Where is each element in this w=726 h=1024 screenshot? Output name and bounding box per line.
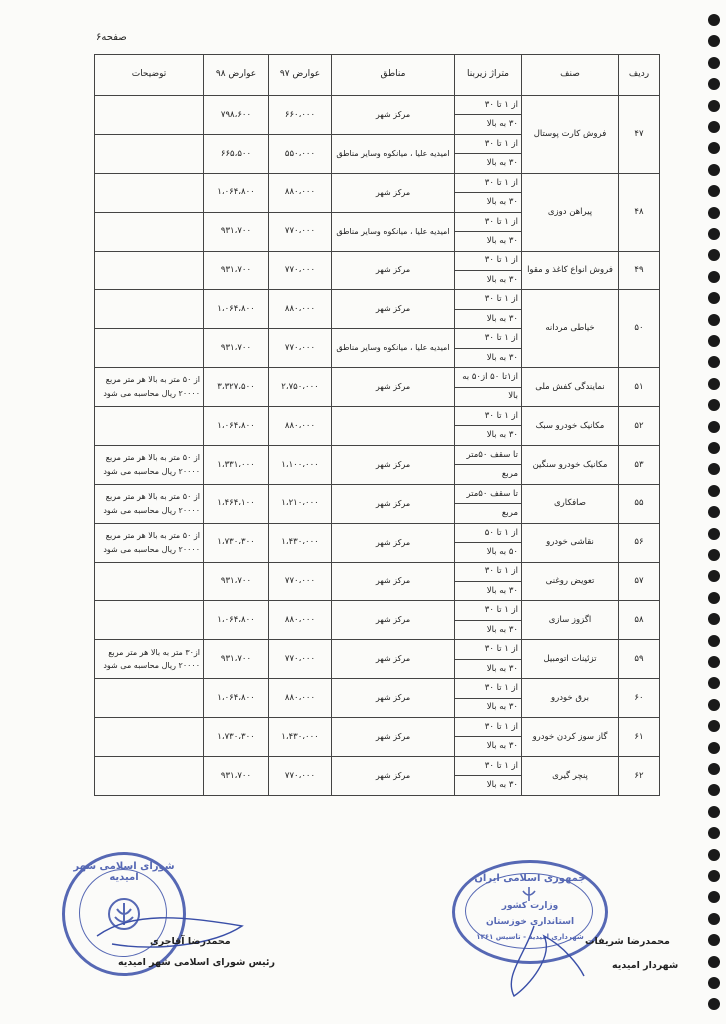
signature-area — [0, 846, 726, 1024]
area-range-lower: از ۱ تا ۳۰ — [455, 251, 522, 270]
binder-hole — [708, 528, 720, 540]
region-name: مرکز شهر — [332, 368, 455, 407]
region-name: مرکز شهر — [332, 756, 455, 795]
category-name: پیراهن دوزی — [522, 173, 619, 251]
binder-hole — [708, 677, 720, 689]
category-name: نمایندگی کفش ملی — [522, 368, 619, 407]
table-body — [95, 96, 660, 796]
binder-hole — [708, 549, 720, 561]
notes-text: از ۵۰ متر به بالا هر متر مربع ۲۰۰۰۰ ریال محاسبه می شود — [95, 368, 204, 407]
notes-text — [95, 756, 204, 795]
fee-98-value: ۱،۴۶۴،۱۰۰ — [204, 484, 269, 523]
binder-hole — [708, 699, 720, 711]
binder-hole — [708, 613, 720, 625]
notes-text — [95, 134, 204, 173]
binder-hole — [708, 485, 720, 497]
area-range-upper: ۳۰ به بالا — [455, 737, 522, 756]
area-range-upper: ۳۰ به بالا — [455, 581, 522, 600]
fee-table — [94, 54, 660, 796]
row-number: ۴۸ — [619, 173, 660, 251]
binder-hole — [708, 271, 720, 283]
fee-98-value: ۱،۰۶۴،۸۰۰ — [204, 173, 269, 212]
binder-hole — [708, 656, 720, 668]
binder-hole — [708, 121, 720, 133]
governorate-stamp-line-4: شهرداری امیدیه - تاسیس ۱۳۶۱ — [476, 933, 584, 941]
binder-hole — [708, 442, 720, 454]
council-head-name: محمدرضا آقاجری — [150, 936, 231, 947]
binder-hole — [708, 249, 720, 261]
binder-hole — [708, 14, 720, 26]
notes-text: از ۵۰ متر به بالا هر متر مربع ۲۰۰۰۰ ریال محاسبه می شود — [95, 484, 204, 523]
area-range-upper: ۳۰ به بالا — [455, 659, 522, 678]
header-fee-97: عوارض ۹۷ — [269, 55, 332, 96]
area-range-lower: تا سقف ۵۰متر — [455, 484, 522, 503]
fee-98-value: ۹۳۱،۷۰۰ — [204, 562, 269, 601]
area-range-lower: از ۱ تا ۳۰ — [455, 134, 522, 153]
fee-98-value: ۱،۳۳۱،۰۰۰ — [204, 445, 269, 484]
binder-hole — [708, 314, 720, 326]
area-range-upper: ۳۰ به بالا — [455, 193, 522, 212]
category-name: خیاطی مردانه — [522, 290, 619, 368]
area-range-lower: از ۱ تا ۳۰ — [455, 173, 522, 192]
fee-98-value: ۱،۰۶۴،۸۰۰ — [204, 679, 269, 718]
area-range-lower: از ۱ تا ۳۰ — [455, 562, 522, 581]
binder-hole — [708, 827, 720, 839]
governorate-stamp-line-1: جمهوری اسلامی ایران — [474, 873, 586, 884]
binder-hole — [708, 806, 720, 818]
row-number: ۵۲ — [619, 407, 660, 446]
fee-98-value: ۱،۷۳۰،۳۰۰ — [204, 718, 269, 757]
area-range-lower: از ۱ تا ۳۰ — [455, 212, 522, 231]
fee-98-value: ۶۶۵،۵۰۰ — [204, 134, 269, 173]
fee-97-value: ۷۷۰،۰۰۰ — [269, 640, 332, 679]
binder-hole — [708, 100, 720, 112]
area-range-upper: ۳۰ به بالا — [455, 776, 522, 796]
area-range-upper: ۳۰ به بالا — [455, 426, 522, 445]
binder-hole — [708, 399, 720, 411]
notes-text — [95, 407, 204, 446]
fee-98-value: ۷۹۸،۶۰۰ — [204, 96, 269, 135]
category-name: گاز سوز کردن خودرو — [522, 718, 619, 757]
notes-text — [95, 718, 204, 757]
fee-98-value: ۹۳۱،۷۰۰ — [204, 640, 269, 679]
binder-hole — [708, 356, 720, 368]
region-name: مرکز شهر — [332, 679, 455, 718]
binder-hole — [708, 784, 720, 796]
fee-97-value: ۸۸۰،۰۰۰ — [269, 679, 332, 718]
area-range-upper: بالا — [455, 387, 522, 406]
region-name: مرکز شهر — [332, 484, 455, 523]
binder-hole — [708, 570, 720, 582]
row-number: ۵۸ — [619, 601, 660, 640]
area-range-upper: ۳۰ به بالا — [455, 620, 522, 639]
notes-text: از ۵۰ متر به بالا هر متر مربع ۲۰۰۰۰ ریال محاسبه می شود — [95, 445, 204, 484]
fee-97-value: ۱،۱۰۰،۰۰۰ — [269, 445, 332, 484]
binder-hole — [708, 378, 720, 390]
table-row — [95, 96, 660, 115]
table-row — [95, 601, 660, 620]
area-range-lower: از ۱ تا ۳۰ — [455, 640, 522, 659]
header-notes: توضیحات — [95, 55, 204, 96]
region-name: مرکز شهر — [332, 251, 455, 290]
row-number: ۵۳ — [619, 445, 660, 484]
category-name: نقاشی خودرو — [522, 523, 619, 562]
area-range-upper: ۳۰ به بالا — [455, 348, 522, 367]
row-number: ۵۷ — [619, 562, 660, 601]
binder-hole — [708, 506, 720, 518]
row-number: ۶۲ — [619, 756, 660, 795]
area-range-lower: از۱تا ۵۰ از۵۰ به — [455, 368, 522, 387]
notes-text — [95, 96, 204, 135]
council-stamp-text: شورای اسلامی شهر امیدیه — [73, 861, 175, 883]
area-range-upper: ۳۰ به بالا — [455, 270, 522, 289]
binder-hole — [708, 335, 720, 347]
fee-98-value: ۹۳۱،۷۰۰ — [204, 329, 269, 368]
area-range-lower: از ۱ تا ۳۰ — [455, 96, 522, 115]
fee-98-value: ۱،۰۶۴،۸۰۰ — [204, 601, 269, 640]
row-number: ۵۱ — [619, 368, 660, 407]
region-name: مرکز شهر — [332, 290, 455, 329]
fee-97-value: ۲،۷۵۰،۰۰۰ — [269, 368, 332, 407]
binder-hole — [708, 292, 720, 304]
region-name: امیدیه علیا ، میانکوه وسایر مناطق — [332, 212, 455, 251]
page-number: صفحه۶ — [96, 32, 127, 43]
table-row — [95, 562, 660, 581]
area-range-upper: ۵۰ به بالا — [455, 543, 522, 562]
fee-table-wrapper — [94, 54, 660, 796]
category-name: مکانیک خودرو سبک — [522, 407, 619, 446]
row-number: ۵۶ — [619, 523, 660, 562]
header-region: مناطق — [332, 55, 455, 96]
binder-hole — [708, 78, 720, 90]
table-row — [95, 368, 660, 387]
region-name: مرکز شهر — [332, 173, 455, 212]
header-fee-98: عوارض ۹۸ — [204, 55, 269, 96]
notes-text — [95, 290, 204, 329]
fee-97-value: ۸۸۰،۰۰۰ — [269, 290, 332, 329]
binder-hole — [708, 635, 720, 647]
area-range-lower: از ۱ تا ۵۰ — [455, 523, 522, 542]
notes-text — [95, 329, 204, 368]
binder-hole — [708, 720, 720, 732]
fee-97-value: ۷۷۰،۰۰۰ — [269, 212, 332, 251]
mayor-title: شهردار امیدیه — [612, 960, 679, 971]
area-range-upper: ۳۰ به بالا — [455, 232, 522, 251]
notes-text — [95, 212, 204, 251]
fee-98-value: ۱،۰۶۴،۸۰۰ — [204, 290, 269, 329]
category-name: تزئینات اتومبیل — [522, 640, 619, 679]
table-row — [95, 290, 660, 309]
binder-hole — [708, 421, 720, 433]
notes-text: از ۵۰ متر به بالا هر متر مربع ۲۰۰۰۰ ریال محاسبه می شود — [95, 523, 204, 562]
region-name: مرکز شهر — [332, 562, 455, 601]
governorate-stamp-line-2: وزارت کشور — [501, 901, 559, 911]
table-header-row — [95, 55, 660, 96]
category-name: فروش کارت پوستال — [522, 96, 619, 174]
region-name: مرکز شهر — [332, 96, 455, 135]
region-name — [332, 407, 455, 446]
binder-hole — [708, 592, 720, 604]
area-range-upper: مربع — [455, 504, 522, 523]
fee-97-value: ۸۸۰،۰۰۰ — [269, 173, 332, 212]
governorate-stamp-line-3: استانداری خوزستان — [485, 917, 575, 927]
fee-97-value: ۷۷۰،۰۰۰ — [269, 329, 332, 368]
category-name: فروش انواع کاغذ و مقوا — [522, 251, 619, 290]
region-name: مرکز شهر — [332, 640, 455, 679]
emblem-icon — [519, 885, 539, 903]
region-name: امیدیه علیا ، میانکوه وسایر مناطق — [332, 329, 455, 368]
area-range-lower: از ۱ تا ۳۰ — [455, 290, 522, 309]
area-range-upper: مربع — [455, 465, 522, 484]
council-head-title: رئیس شورای اسلامی شهر امیدیه — [118, 957, 275, 968]
area-range-upper: ۳۰ به بالا — [455, 115, 522, 134]
region-name: امیدیه علیا ، میانکوه وسایر مناطق — [332, 134, 455, 173]
fee-97-value: ۷۷۰،۰۰۰ — [269, 251, 332, 290]
fee-97-value: ۷۷۰،۰۰۰ — [269, 562, 332, 601]
area-range-lower: از ۱ تا ۳۰ — [455, 407, 522, 426]
area-range-lower: تا سقف ۵۰متر — [455, 445, 522, 464]
row-number: ۵۹ — [619, 640, 660, 679]
table-row — [95, 523, 660, 542]
fee-97-value: ۸۸۰،۰۰۰ — [269, 407, 332, 446]
category-name: اگزوز سازی — [522, 601, 619, 640]
fee-98-value: ۹۳۱،۷۰۰ — [204, 212, 269, 251]
region-name: مرکز شهر — [332, 445, 455, 484]
binder-hole — [708, 185, 720, 197]
fee-97-value: ۱،۴۳۰،۰۰۰ — [269, 718, 332, 757]
binder-hole — [708, 142, 720, 154]
binder-hole — [708, 763, 720, 775]
binder-hole — [708, 207, 720, 219]
region-name: مرکز شهر — [332, 601, 455, 640]
row-number: ۴۷ — [619, 96, 660, 174]
header-category: صنف — [522, 55, 619, 96]
row-number: ۴۹ — [619, 251, 660, 290]
mayor-signature-scribble — [484, 916, 594, 1006]
header-row-number: ردیف — [619, 55, 660, 96]
fee-97-value: ۵۵۰،۰۰۰ — [269, 134, 332, 173]
fee-98-value: ۱،۷۳۰،۳۰۰ — [204, 523, 269, 562]
table-row — [95, 251, 660, 270]
fee-97-value: ۱،۴۳۰،۰۰۰ — [269, 523, 332, 562]
area-range-lower: از ۱ تا ۳۰ — [455, 329, 522, 348]
table-row — [95, 445, 660, 464]
area-range-lower: از ۱ تا ۳۰ — [455, 756, 522, 775]
table-row — [95, 640, 660, 659]
council-signature-scribble — [92, 906, 252, 956]
binder-hole — [708, 164, 720, 176]
binder-hole — [708, 742, 720, 754]
fee-97-value: ۱،۲۱۰،۰۰۰ — [269, 484, 332, 523]
area-range-upper: ۳۰ به بالا — [455, 698, 522, 717]
fee-97-value: ۶۶۰،۰۰۰ — [269, 96, 332, 135]
notes-text — [95, 562, 204, 601]
category-name: تعویض روغنی — [522, 562, 619, 601]
header-area: متراژ زیربنا — [455, 55, 522, 96]
area-range-upper: ۳۰ به بالا — [455, 154, 522, 173]
row-number: ۵۰ — [619, 290, 660, 368]
table-row — [95, 679, 660, 698]
table-row — [95, 407, 660, 426]
fee-98-value: ۹۳۱،۷۰۰ — [204, 756, 269, 795]
row-number: ۵۵ — [619, 484, 660, 523]
notes-text — [95, 251, 204, 290]
fee-98-value: ۳،۳۲۷،۵۰۰ — [204, 368, 269, 407]
binder-hole — [708, 463, 720, 475]
notes-text — [95, 601, 204, 640]
fee-98-value: ۱،۰۶۴،۸۰۰ — [204, 407, 269, 446]
fee-98-value: ۹۳۱،۷۰۰ — [204, 251, 269, 290]
row-number: ۶۰ — [619, 679, 660, 718]
binder-hole — [708, 228, 720, 240]
table-row — [95, 756, 660, 775]
binder-hole — [708, 57, 720, 69]
notes-text — [95, 679, 204, 718]
row-number: ۶۱ — [619, 718, 660, 757]
region-name: مرکز شهر — [332, 523, 455, 562]
notes-text: از۳۰ متر به بالا هر متر مربع ۲۰۰۰۰ ریال محاسبه می شود — [95, 640, 204, 679]
area-range-lower: از ۱ تا ۳۰ — [455, 679, 522, 698]
fee-97-value: ۷۷۰،۰۰۰ — [269, 756, 332, 795]
table-row — [95, 484, 660, 503]
table-row — [95, 173, 660, 192]
category-name: پنچر گیری — [522, 756, 619, 795]
binder-hole — [708, 35, 720, 47]
notes-text — [95, 173, 204, 212]
category-name: صافکاری — [522, 484, 619, 523]
area-range-upper: ۳۰ به بالا — [455, 309, 522, 328]
area-range-lower: از ۱ تا ۳۰ — [455, 601, 522, 620]
mayor-name: محمدرضا شریفات — [585, 936, 670, 947]
fee-97-value: ۸۸۰،۰۰۰ — [269, 601, 332, 640]
table-row — [95, 718, 660, 737]
area-range-lower: از ۱ تا ۳۰ — [455, 718, 522, 737]
region-name: مرکز شهر — [332, 718, 455, 757]
category-name: برق خودرو — [522, 679, 619, 718]
category-name: مکانیک خودرو سنگین — [522, 445, 619, 484]
